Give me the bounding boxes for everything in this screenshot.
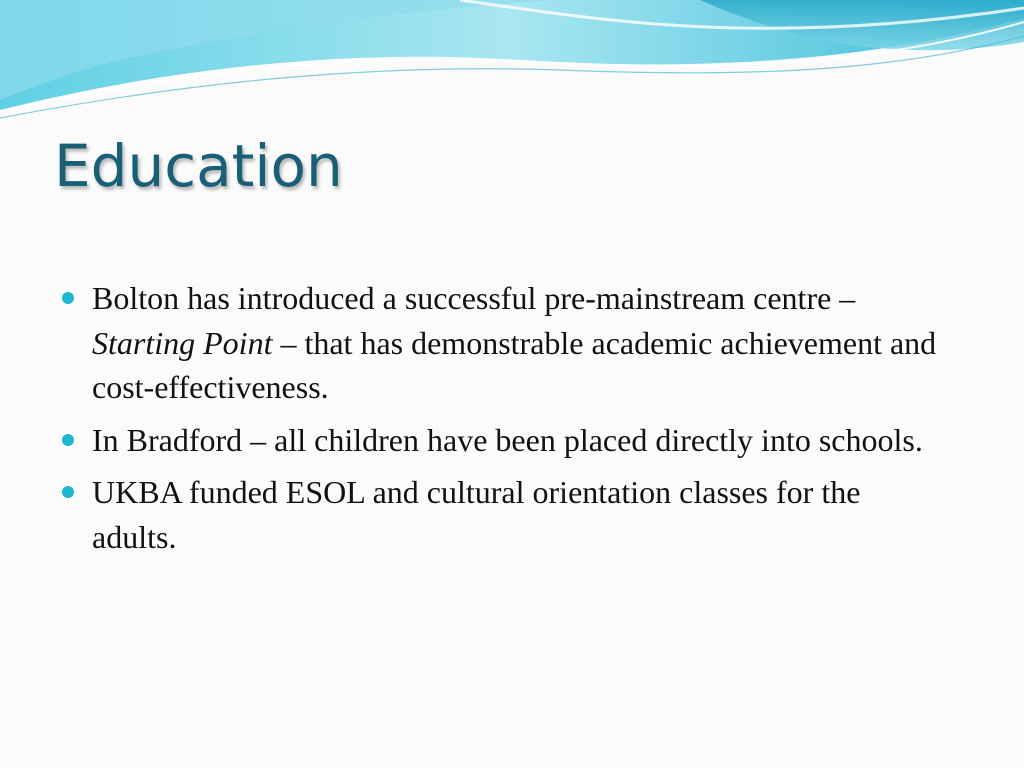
- bullet-text: [92, 276, 942, 410]
- bullet-dot-icon: [62, 292, 74, 304]
- bullet-list: [62, 276, 942, 567]
- bullet-dot-icon: [62, 434, 74, 446]
- bullet-text-emphasis: Starting Point: [92, 324, 273, 361]
- wave-header-decoration: [0, 0, 1024, 130]
- bullet-text: UKBA funded ESOL and cultural orientation classes for the adults.: [92, 474, 861, 555]
- slide-title: Education: [54, 132, 343, 200]
- bullet-dot-icon: [62, 486, 74, 498]
- bullet-item: [62, 276, 942, 410]
- bullet-text-start: Bolton has introduced a successful pre-mainstream centre –: [92, 280, 856, 316]
- bullet-text-end: – that has demonstrable academic achievement and cost-effectiveness.: [92, 324, 937, 405]
- bullet-text: In Bradford – all children have been placed directly into schools.: [92, 421, 923, 458]
- bullet-item: [62, 470, 942, 559]
- bullet-item: [62, 418, 942, 463]
